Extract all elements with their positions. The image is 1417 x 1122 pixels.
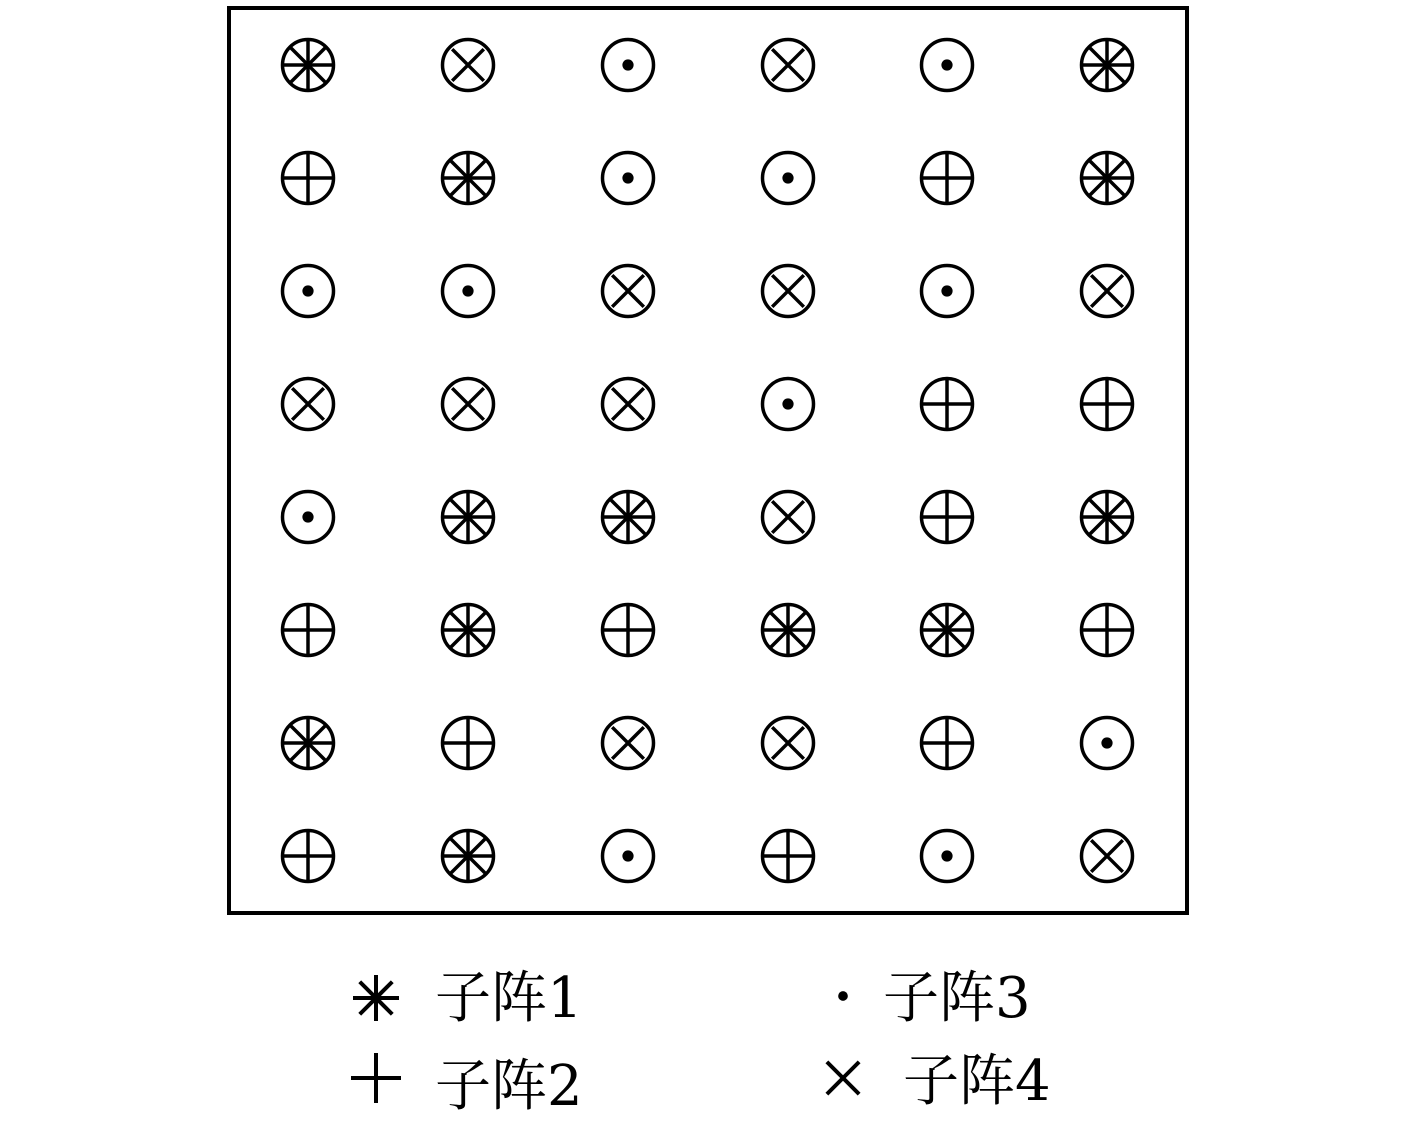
array-element-asterisk [1082,492,1133,543]
legend-label-subarray-2: 子阵2 [435,1054,583,1119]
legend-item-subarray-3 [838,966,1030,1031]
array-element-dot [763,153,814,204]
array-element-plus [1082,605,1133,656]
array-element-asterisk [603,492,654,543]
legend-item-subarray-2 [351,1053,583,1119]
array-element-plus [1082,379,1133,430]
array-element-cross [763,492,814,543]
array-element-plus [283,153,334,204]
array-element-dot [443,266,494,317]
array-element-asterisk [1082,153,1133,204]
array-element-dot [603,153,654,204]
array-element-plus [443,718,494,769]
array-element-asterisk [922,605,973,656]
array-element-plus [922,379,973,430]
array-element-dot [283,266,334,317]
array-element-cross [763,40,814,91]
legend-label-subarray-4: 子阵4 [903,1049,1051,1114]
array-element-dot [922,831,973,882]
array-element-cross [443,379,494,430]
array-element-cross [603,379,654,430]
array-frame [229,8,1187,913]
array-element-dot [922,40,973,91]
dot-icon [838,991,848,1001]
array-element-cross [443,40,494,91]
array-element-plus [922,492,973,543]
array-element-asterisk [763,605,814,656]
array-element-cross [763,718,814,769]
array-element-dot [922,266,973,317]
array-element-asterisk [283,40,334,91]
array-element-plus [763,831,814,882]
array-element-asterisk [443,605,494,656]
array-element-cross [283,379,334,430]
array-element-cross [1082,831,1133,882]
array-element-asterisk [443,492,494,543]
legend-label-subarray-3: 子阵3 [883,966,1031,1031]
array-element-dot [1082,718,1133,769]
legend-item-subarray-1 [353,966,583,1031]
array-element-dot [603,40,654,91]
array-element-asterisk [443,153,494,204]
array-element-cross [603,718,654,769]
array-element-asterisk [283,718,334,769]
array-element-plus [283,605,334,656]
array-element-plus [922,718,973,769]
array-element-dot [283,492,334,543]
array-element-dot [603,831,654,882]
array-element-asterisk [443,831,494,882]
legend-item-subarray-4 [827,1049,1051,1114]
array-element-plus [283,831,334,882]
array-element-plus [603,605,654,656]
array-elements [283,40,1133,882]
cross-icon [827,1062,859,1094]
array-element-cross [603,266,654,317]
array-element-cross [763,266,814,317]
array-element-plus [922,153,973,204]
legend [351,966,1051,1119]
asterisk-icon [353,975,399,1021]
legend-label-subarray-1: 子阵1 [435,966,583,1031]
array-element-dot [763,379,814,430]
array-element-asterisk [1082,40,1133,91]
plus-icon [351,1053,401,1103]
array-element-cross [1082,266,1133,317]
